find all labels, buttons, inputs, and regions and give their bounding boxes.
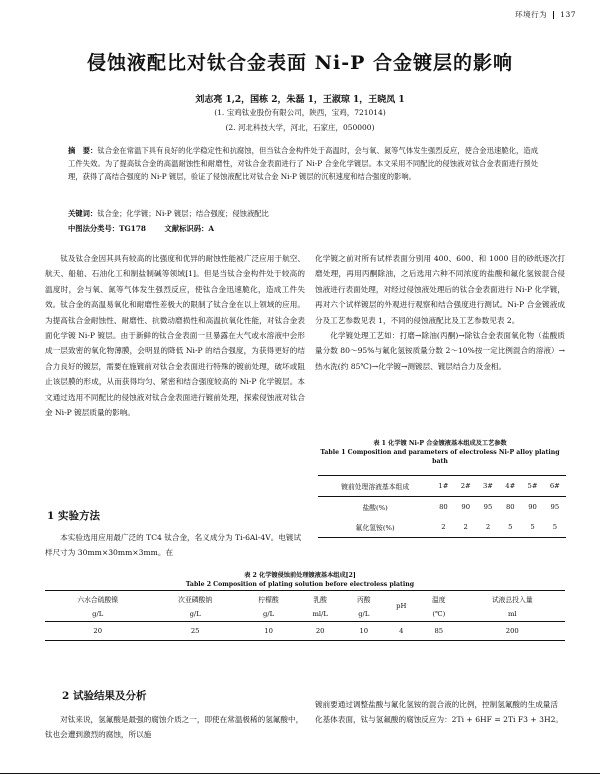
table-1-header: 1# [432,476,454,497]
table-cell: 5 [544,517,566,538]
page-number: 137 [560,10,576,19]
table-cell: 95 [550,503,560,511]
author-list: 刘志亮 1,2，国栋 2，朱磊 1，王淑琼 1，王晓凤 1 [195,95,405,105]
table-cell: 200 [460,622,565,641]
journal-name: 环境行为 [515,10,548,19]
doc-code-value: A [208,224,214,233]
table-2-unit: (℃) [418,607,459,622]
table-2-header: 试液总投入量 [460,591,565,608]
table-2-header: 六水合硫酸镍 [45,591,150,608]
right-para-2: 化学镀处理工艺如：打磨→除油(丙酮)→除钛合金表面氧化物（盐酸质量分数 80～95%与氟化氢铵质量分数 2～10%按一定比例混合的溶液）→热水洗(约 85℃)→化学镀→测镀层、镀层结合力及金相。 [315,331,565,371]
affiliation-2: (2. 河北科技大学，河北，石家庄，050000) [225,123,375,132]
keywords-text: 钛合金；化学镀；Ni-P 镀层；结合强度；侵蚀液配比 [97,209,269,218]
table-cell: 80 [505,503,515,511]
table-2-unit: g/L [150,607,239,622]
table-2-caption-en: Table 2 Composition of plating solution before electroless plating [185,581,415,588]
table-cell: 盐酸(%) [362,504,388,512]
table-cell: 95 [483,503,493,511]
table-cell: 20 [45,622,150,641]
classification [68,224,214,234]
table-row [318,517,566,538]
table-cell: 5 [499,517,521,538]
table-cell: 5 [521,517,543,538]
table-cell: 氟化氢铵(%) [318,517,432,538]
table-cell: 25 [150,622,239,641]
table-2-caption-cn: 表 2 化学镀侵蚀前处理镀液基本组成[2] [244,572,356,579]
table-2-header: 乳酸 [297,591,343,608]
header-divider [553,11,554,19]
table-2-header: pH [384,591,418,622]
table-1-caption-en: Table 1 Composition and parameters of electroless Ni-P alloy plating bath [320,449,560,465]
table-cell: 2 [455,517,477,538]
table-1-header: 3# [477,476,499,497]
table-cell: 2 [477,517,499,538]
running-header [515,9,576,20]
table-row [45,622,565,641]
table-1-caption [315,439,565,466]
right-column [315,251,565,374]
keywords [68,209,269,219]
section-2-heading: 2 试验结果及分析 [62,690,147,702]
table-2-header: 次亚磷酸钠 [150,591,239,608]
table-cell: 2 [432,517,454,538]
keywords-label: 关键词： [68,209,98,218]
section-2-text: 对钛来说，氢氟酸是最强的腐蚀介质之一，即使在常温极稀的氢氟酸中，钛也会遭到激烈的腐蚀，所以施 [45,715,304,740]
table-cell: 20 [297,622,343,641]
table-2-unit-row [45,607,565,622]
table-2-caption [0,571,600,589]
abstract-label: 摘 要： [68,146,98,155]
table-1-header: 4# [499,476,521,497]
table-2-header-row [45,591,565,608]
table-2-header: 柠檬酸 [240,591,297,608]
paper-title: 侵蚀液配比对钛合金表面 Ni-P 合金镀层的影响 [87,52,513,74]
table-1-header-row [318,476,566,497]
table-2-unit: g/L [45,607,150,622]
table-cell: 10 [240,622,297,641]
table-1-header: 6# [544,476,566,497]
table-2-unit: g/L [240,607,297,622]
clc-label: 中图法分类号： [68,224,120,233]
table-1-caption-cn: 表 1 化学镀 Ni-P 合金镀液基本组成及工艺参数 [373,440,507,447]
section-1-text: 本实验选用应用最广泛的 TC4 钛合金，名义成分为 Ti-6Al-4V。电镀试样尺寸为 30mm×30mm×3mm。在 [45,533,302,558]
table-2-header: 温度 [418,591,459,608]
table-1-header: 镀前处理溶液基本组成 [318,476,432,497]
right-bottom-text: 镀前要通过调整盐酸与氟化氢铵的混合液的比例，控制氢氟酸的生成量活化基体表面，钛与氢氟酸的腐蚀反应为：2Ti + 6HF = 2Ti F3 + 3H2。 [315,700,564,725]
right-para-1: 化学镀之前对所有试样表面分别用 400、600、和 1000 目的砂纸逐次打磨处理，再用丙酮除油，之后选用六种不同浓度的盐酸和氟化氢铵混合侵蚀液进行表面处理，对经过侵蚀液处理后的钛合金表面进行 Ni-P 化学镀，再对六个试样镀层的外观进行观察和结合强度进行测试。Ni-P 合金镀液成分及工艺参数见表 1，不同的侵蚀液配比及工艺参数见表 2。 [315,254,565,325]
table-cell: 90 [461,503,471,511]
doc-code-label: 文献标识码： [164,224,209,233]
table-cell: 85 [418,622,459,641]
table-cell: 10 [343,622,384,641]
table-row [318,497,566,518]
clc-value: TG178 [119,224,146,233]
intro-paragraph [45,251,305,420]
table-2 [45,590,565,641]
table-2-unit: g/L [343,607,384,622]
intro-text: 钛及钛合金因其具有较高的比强度和优异的耐蚀性能被广泛应用于航空、航天、船舶、石油化工和制盐制碱等领域[1]。但是当钛合金构件处于较高的温度时，会与氧、氮等气体发生强烈反应，使钛合金迅速脆化，造成工件失效。钛合金的高温易氧化和耐磨性差极大的限制了钛合金在以上领域的应用。为提高钛合金耐蚀性、耐磨性、抗微动磨损性和高温抗氧化性能，对钛合金表面化学镀 Ni-P 镀层。由于新鲜的钛合金表面一旦暴露在大气或水溶液中会形成一层致密的氧化物薄膜，会明显的降低 Ni-P 的结合强度，为获得更好的结合力良好的镀层，需要在施镀前对钛合金表面进行特殊的镀前处理，破坏或阻止该层膜的形成，从而获得均匀、紧密和结合强度较高的 Ni-P 化学镀层。本文通过选用不同配比的侵蚀液对钛合金表面进行镀前处理，探索侵蚀液对钛合金 Ni-P 镀层质量的影响。 [45,254,305,418]
table-cell: 4 [384,622,418,641]
abstract-text: 钛合金在常温下具有良好的化学稳定性和抗腐蚀，但当钛合金构件处于高温时，会与氧、氮等气体发生强烈反应，使合金迅速脆化，造成工件失效。为了提高钛合金的高温耐蚀性和耐磨性，对钛合金表面进行了 Ni-P 合金化学镀层。本文采用不同配比的侵蚀液对钛合金表面进行预处理，获得了高结合强度的 Ni-P 镀层，验证了侵蚀液配比对钛合金 Ni-P 镀层的沉积速度和结合强度的影响。 [68,146,539,181]
table-2-unit: ml [460,607,565,622]
table-cell: 80 [439,503,448,511]
table-1 [318,475,566,538]
affiliation-1: (1. 宝鸡钛业股份有限公司，陕西，宝鸡，721014) [214,108,386,117]
table-1-header: 5# [521,476,543,497]
table-cell: 90 [528,503,537,511]
table-1-header: 2# [455,476,477,497]
section-1-heading: 1 实验方法 [47,510,100,522]
abstract [68,144,538,183]
table-2-header: 丙酸 [343,591,384,608]
table-2-unit: ml/L [297,607,343,622]
